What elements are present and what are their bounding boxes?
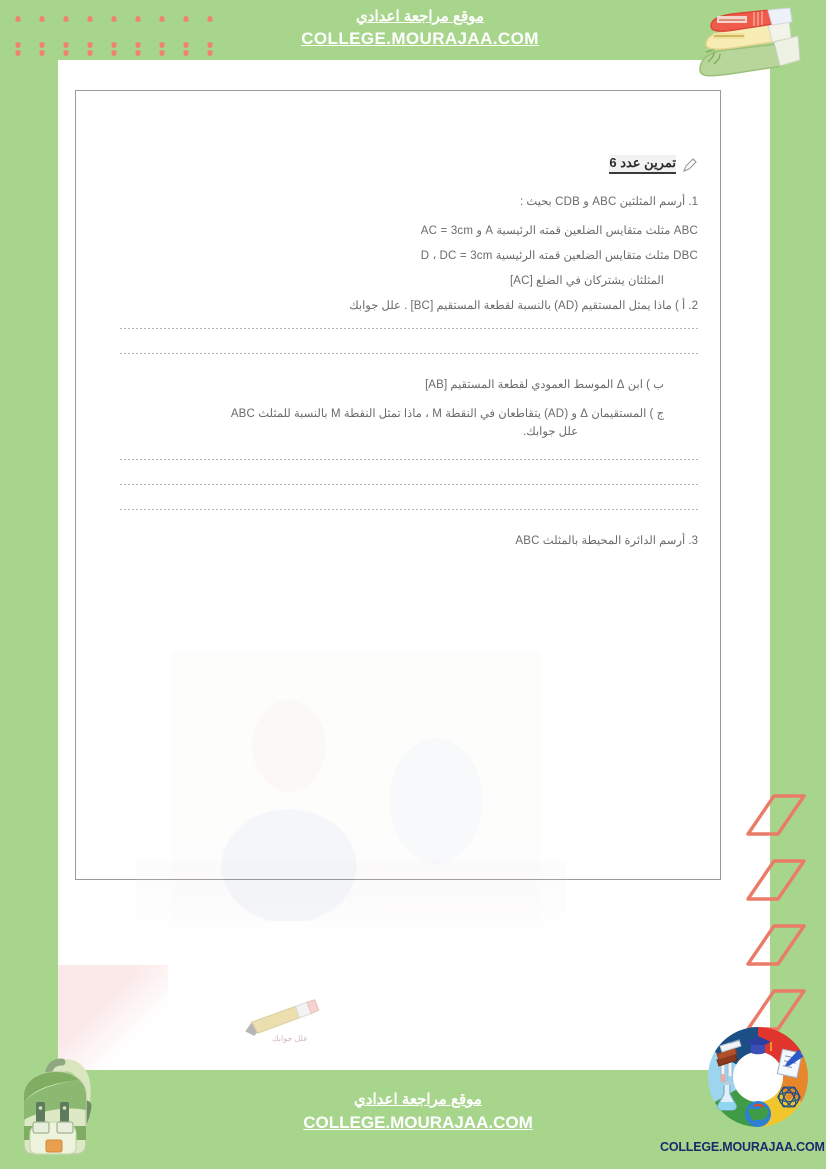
footer-site-name-arabic: موقع مراجعة اعدادي: [354, 1091, 482, 1108]
footer-site-url: COLLEGE.MOURAJAA.COM: [303, 1113, 533, 1132]
exercise-line-item1c: المثلثان يشتركان في الضلع [AC]: [510, 275, 664, 287]
answer-rule: [120, 509, 698, 510]
exercise-line-item2c: ج ) المستقيمان Δ و (AD) يتقاطعان في النقطة M ، ماذا تمثل النقطة M بالنسبة للمثلث ABC: [230, 408, 664, 420]
exercise-line-item2a: 2. أ ) ماذا يمثل المستقيم (AD) بالنسبة لقطعة المستقيم [BC] . علل جوابك: [349, 300, 698, 312]
header-branding: [270, 6, 570, 50]
exercise-line-item2c2: علل جوابك.: [523, 426, 578, 438]
dot-pattern-decoration-row: [0, 40, 215, 62]
chevron-up-icon: [744, 920, 808, 972]
answer-rule: [120, 328, 698, 329]
exercise-line-item3: 3. أرسم الدائرة المحيطة بالمثلث ABC: [515, 535, 698, 547]
page-title: تمرين عدد 6: [609, 155, 676, 174]
answer-rule: [120, 353, 698, 354]
pen-icon: [682, 157, 698, 173]
chevron-up-icon: [744, 855, 808, 907]
exercise-line-item1a: ABC مثلث متقايس الضلعين قمته الرئيسية A و AC = 3cm: [420, 225, 698, 237]
books-stack-icon: [686, 8, 806, 88]
pencil-icon: [236, 999, 326, 1044]
answer-rule: [120, 484, 698, 485]
header-site-url: COLLEGE.MOURAJAA.COM: [301, 29, 539, 48]
exercise-line-item2b: ب ) ابن Δ الموسط العمودي لقطعة المستقيم [AB]: [425, 379, 664, 391]
education-wheel-icon: [703, 1022, 813, 1132]
left-green-strip: [0, 0, 58, 1169]
exercise-title-group: [609, 155, 698, 174]
svg-text:علل جوابك: علل جوابك: [272, 1034, 308, 1043]
footer-watermark-url: COLLEGE.MOURAJAA.COM: [660, 1140, 825, 1154]
backpack-icon: [8, 1048, 116, 1163]
exercise-line-item1b: DBC مثلث متقايس الضلعين قمته الرئيسية D ، DC = 3cm: [420, 250, 698, 262]
chevron-up-icon: [744, 790, 808, 842]
worksheet-page: [75, 90, 721, 1043]
footer-branding: [253, 1082, 583, 1144]
header-site-name-arabic: موقع مراجعة اعدادي: [356, 8, 484, 25]
answer-rule: [120, 459, 698, 460]
exercise-line-item1: 1. أرسم المثلثين ABC و CDB بحيث :: [519, 196, 698, 208]
exercise-body: [98, 195, 698, 563]
background-watermark-photo-lower: [136, 861, 566, 971]
